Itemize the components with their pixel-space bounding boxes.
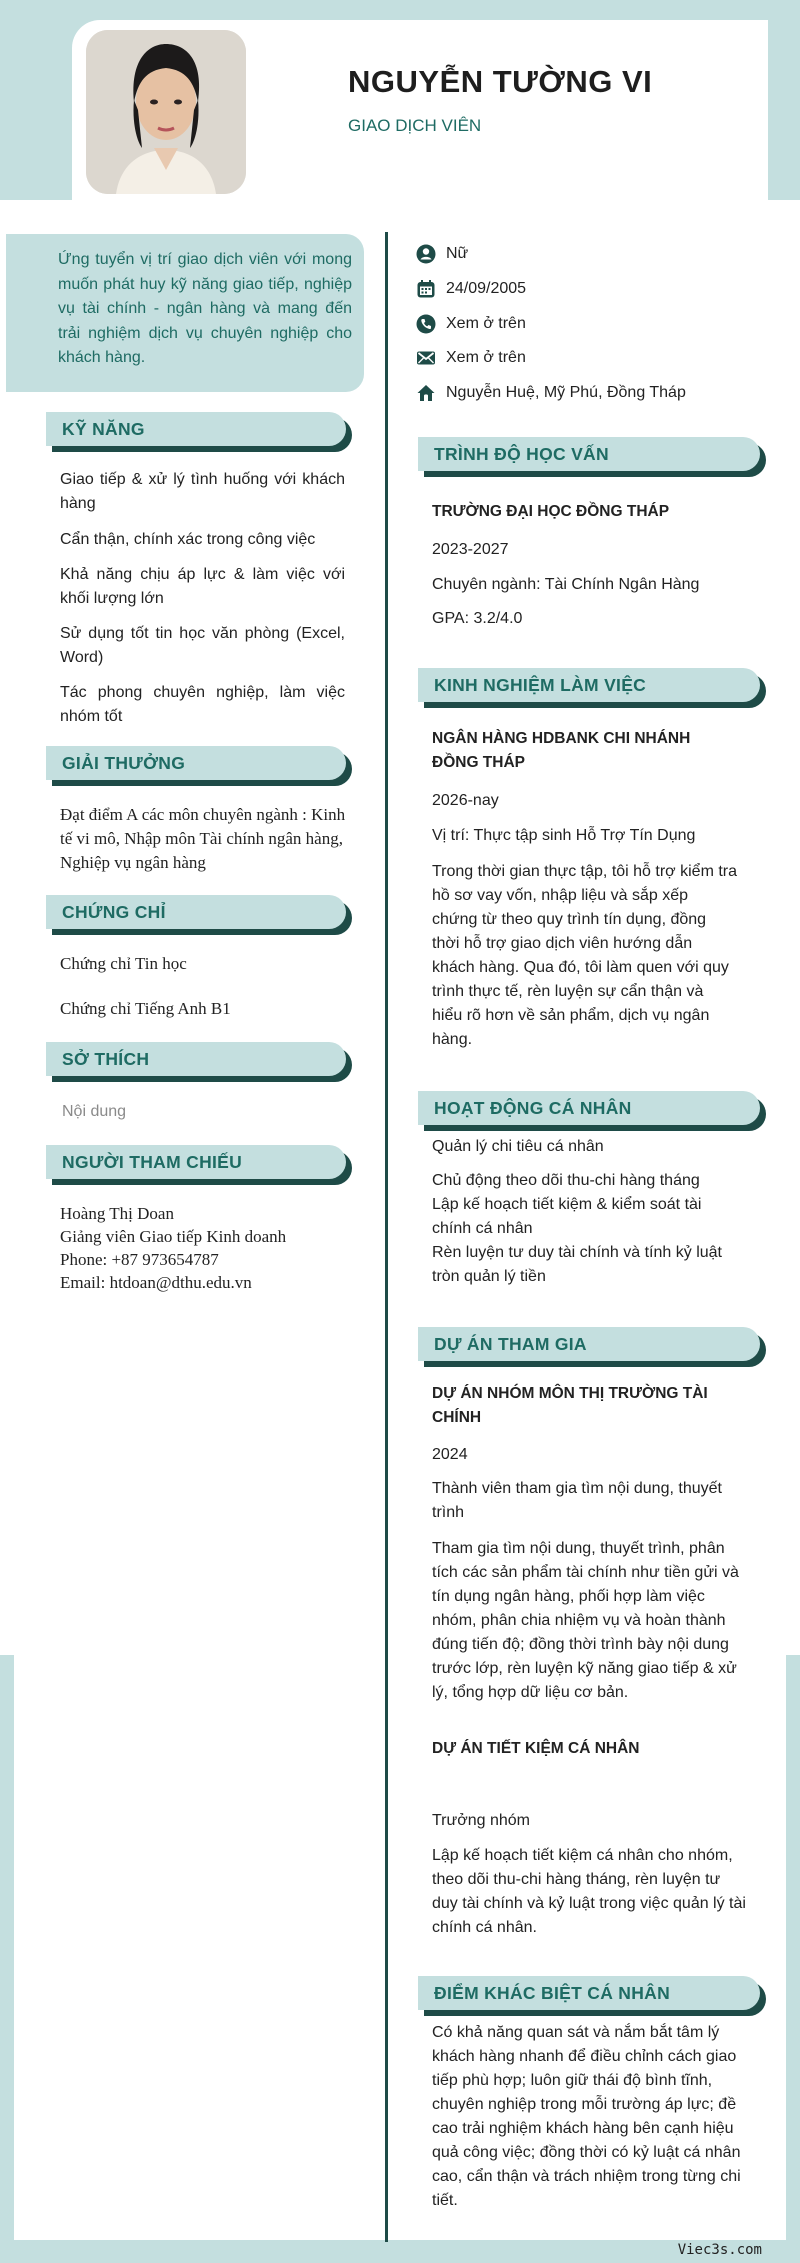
email-text: Xem ở trên: [446, 349, 526, 366]
education-period: 2023-2027: [432, 541, 509, 558]
projects-title: DỰ ÁN THAM GIA: [434, 1334, 587, 1354]
certificate-item: Chứng chỉ Tin học: [60, 954, 187, 973]
heading-bar: [46, 746, 346, 780]
experience-description: Trong thời gian thực tập, tôi hỗ trợ kiểm tra hồ sơ vay vốn, nhập liệu và sắp xếp chứng từ theo quy trình tín dụng, đồng thời hỗ trợ giao dịch viên hướng dẫn khách hàng. Qua đó, tôi làm quen với quy trình thực tế, rèn luyện sự cẩn thận và hiểu rõ hơn về sản phẩm, dịch vụ ngân hàng.: [432, 863, 738, 1048]
birthday-text: 24/09/2005: [446, 280, 527, 297]
phone-text: Xem ở trên: [446, 315, 526, 332]
project-name: DỰ ÁN TIẾT KIỆM CÁ NHÂN: [432, 1740, 640, 1757]
heading-bar: [46, 412, 346, 446]
summary-box: [6, 234, 364, 392]
education-major: Chuyên ngành: Tài Chính Ngân Hàng: [432, 576, 700, 593]
heading-bar: [46, 895, 346, 929]
activity-line: Lập kế hoạch tiết kiệm & kiểm soát tài chính cá nhân: [432, 1196, 702, 1237]
heading-bar: [418, 1327, 760, 1361]
activity-line: Chủ động theo dõi thu-chi hàng tháng: [432, 1172, 700, 1189]
envelope-icon: [416, 348, 436, 368]
heading-bar: [46, 1042, 346, 1076]
calendar-icon: [416, 279, 436, 299]
contact-phone: [416, 312, 526, 336]
summary-text: Ứng tuyển vị trí giao dịch viên với mong muốn phát huy kỹ năng giao tiếp, nghiệp vụ tài chính - ngân hàng và mang đến trải nghiệm dịch vụ chuyên nghiệp cho khách hàng.: [58, 251, 352, 366]
awards-title: GIẢI THƯỞNG: [62, 753, 186, 773]
certificates-title: CHỨNG CHỈ: [62, 902, 166, 922]
hobbies-placeholder: Nội dung: [62, 1103, 127, 1120]
project-role: Trưởng nhóm: [432, 1812, 530, 1829]
experience-position: Vị trí: Thực tập sinh Hỗ Trợ Tín Dụng: [432, 827, 696, 844]
experience-company: NGÂN HÀNG HDBANK CHI NHÁNH ĐỒNG THÁP: [432, 730, 691, 771]
contact-email: [416, 346, 526, 370]
reference-phone: Phone: +87 973654787: [60, 1250, 219, 1269]
home-icon: [416, 383, 436, 403]
candidate-role: GIAO DỊCH VIÊN: [348, 116, 482, 135]
activities-title: HOẠT ĐỘNG CÁ NHÂN: [434, 1098, 632, 1118]
heading-bar: [418, 1091, 760, 1125]
education-title: TRÌNH ĐỘ HỌC VẤN: [434, 444, 609, 464]
reference-name: Hoàng Thị Doan: [60, 1204, 174, 1223]
certificates-heading: [46, 895, 346, 929]
skills-title: KỸ NĂNG: [62, 419, 145, 439]
projects-heading: [418, 1327, 760, 1361]
contact-gender: [416, 242, 468, 266]
project-year: 2024: [432, 1446, 468, 1463]
activities-heading: [418, 1091, 760, 1125]
skill-item: Giao tiếp & xử lý tình huống với khách hàng: [60, 471, 345, 512]
project-name: DỰ ÁN NHÓM MÔN THỊ TRƯỜNG TÀI CHÍNH: [432, 1385, 708, 1426]
project-role: Thành viên tham gia tìm nội dung, thuyết trình: [432, 1480, 722, 1521]
activity-line: Rèn luyện tư duy tài chính và tính kỷ luật tròn quản lý tiền: [432, 1244, 722, 1285]
contact-birthday: [416, 277, 526, 301]
awards-heading: [46, 746, 346, 780]
experience-period: 2026-nay: [432, 792, 499, 809]
skill-item: Khả năng chịu áp lực & làm việc với khối lượng lớn: [60, 566, 345, 607]
reference-title: Giảng viên Giao tiếp Kinh doanh: [60, 1227, 287, 1246]
person-icon: [416, 244, 436, 264]
heading-bar: [418, 437, 760, 471]
references-title: NGƯỜI THAM CHIẾU: [62, 1152, 243, 1172]
distinction-text: Có khả năng quan sát và nắm bắt tâm lý khách hàng nhanh để điều chỉnh cách giao tiếp phù hợp; luôn giữ thái độ bình tĩnh, chuyên nghiệp trong mỗi trường áp lực; đề cao trải nghiệm khách hàng bên cạnh hiệu quả công việc; đồng thời có kỷ luật cá nhân cao, cẩn thận và trách nhiệm trong từng chi tiết.: [432, 2024, 741, 2209]
phone-icon: [416, 314, 436, 334]
skill-item: Tác phong chuyên nghiệp, làm việc nhóm tốt: [60, 684, 345, 725]
profile-photo: [86, 30, 246, 194]
skills-heading: [46, 412, 346, 446]
distinction-heading: [418, 1976, 760, 2010]
education-school: TRƯỜNG ĐẠI HỌC ĐỒNG THÁP: [432, 503, 670, 520]
activity-name: Quản lý chi tiêu cá nhân: [432, 1138, 604, 1155]
column-divider: [385, 232, 388, 2242]
heading-bar: [418, 668, 760, 702]
project-description: Tham gia tìm nội dung, thuyết trình, phân tích các sản phẩm tài chính như tiền gửi và tín dụng ngân hàng, phối hợp làm việc nhóm, phân chia nhiệm vụ và hoàn thành đúng tiến độ; đồng thời trình bày nội dung trước lớp, rèn luyện kỹ năng giao tiếp & xử lý, tổng hợp dữ liệu cơ bản.: [432, 1540, 739, 1701]
awards-text: Đạt điểm A các môn chuyên ngành : Kinh tế vi mô, Nhập môn Tài chính ngân hàng, Nghiệp vụ ngân hàng: [60, 805, 346, 872]
heading-bar: [46, 1145, 346, 1179]
hobbies-heading: [46, 1042, 346, 1076]
gender-text: Nữ: [446, 245, 469, 262]
heading-bar: [418, 1976, 760, 2010]
education-heading: [418, 437, 760, 471]
certificate-item: Chứng chỉ Tiếng Anh B1: [60, 999, 231, 1018]
hobbies-title: SỞ THÍCH: [62, 1049, 150, 1069]
education-gpa: GPA: 3.2/4.0: [432, 610, 523, 627]
address-text: Nguyễn Huệ, Mỹ Phú, Đồng Tháp: [446, 384, 686, 401]
reference-email: Email: htdoan@dthu.edu.vn: [60, 1273, 252, 1292]
experience-title: KINH NGHIỆM LÀM VIỆC: [434, 675, 647, 695]
skill-item: Cẩn thận, chính xác trong công việc: [60, 531, 316, 548]
distinction-title: ĐIỂM KHÁC BIỆT CÁ NHÂN: [434, 1983, 671, 2003]
contact-address: [416, 381, 686, 405]
references-heading: [46, 1145, 346, 1179]
candidate-name: NGUYỄN TƯỜNG VI: [348, 64, 653, 99]
project-description: Lập kế hoạch tiết kiệm cá nhân cho nhóm, theo dõi thu-chi hàng tháng, rèn luyện tư duy tài chính và kỷ luật trong việc quản lý tài chính cá nhân.: [432, 1847, 746, 1936]
skill-item: Sử dụng tốt tin học văn phòng (Excel, Word): [60, 625, 345, 666]
experience-heading: [418, 668, 760, 702]
watermark-logo: Viec3s.com: [677, 2242, 762, 2258]
